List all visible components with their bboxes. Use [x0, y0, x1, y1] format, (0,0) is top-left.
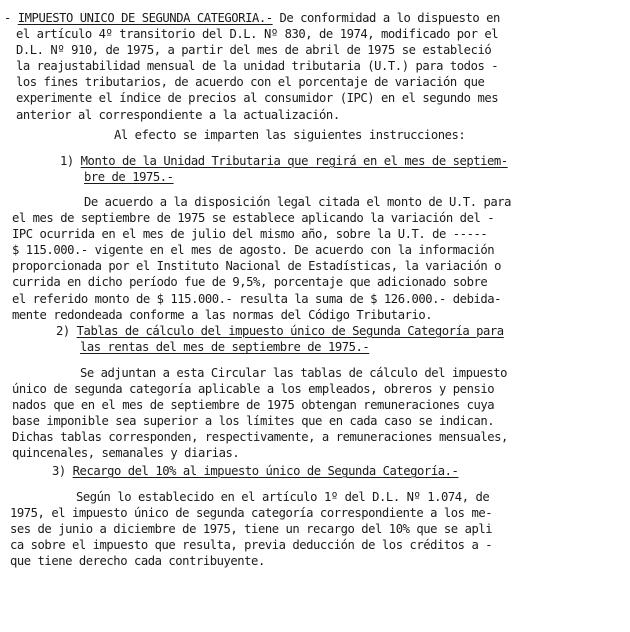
- section-2-number: 2): [56, 324, 70, 338]
- intro-paragraph: [0, 10, 630, 123]
- section-1-title-line: Monto de la Unidad Tributaria que regirá en el mes de septiem-: [80, 154, 508, 168]
- section-1-body-line: el referido monto de $ 115.000.- resulta la suma de $ 126.000.- debida-: [12, 291, 502, 306]
- section-2-heading: [0, 323, 630, 355]
- intro-bullet: -: [4, 11, 18, 25]
- section-1-body-line: $ 115.000.- vigente en el mes de agosto. De acuerdo con la información: [12, 243, 495, 258]
- intro-line: D.L. Nº 910, de 1975, a partir del mes de abril de 1975 se estableció: [16, 43, 492, 58]
- section-3-body-line: Según lo establecido en el artículo 1º del D.L. Nº 1.074, de: [76, 490, 490, 504]
- intro-line: experimente el índice de precios al consumidor (IPC) en el segundo mes: [16, 91, 499, 106]
- section-1-heading: [0, 153, 630, 185]
- intro-line: anterior al correspondiente a la actualización.: [16, 107, 340, 122]
- section-2-body-line: nados que en el mes de septiembre de 1975 obtengan remuneraciones cuya: [12, 398, 495, 413]
- section-1-title-line: bre de 1975.-: [84, 170, 174, 185]
- section-3-body-line: ses de junio a diciembre de 1975, tiene un recargo del 10% que se apli: [10, 522, 493, 537]
- instructions-line: Al efecto se imparten las siguientes instrucciones:: [114, 128, 466, 142]
- section-1-number: 1): [60, 154, 74, 168]
- section-2-title-line: las rentas del mes de septiembre de 1975.-: [80, 340, 370, 355]
- section-2-title-line: Tablas de cálculo del impuesto único de Segunda Categoría para: [76, 324, 504, 338]
- section-1-body-line: proporcionada por el Instituto Nacional de Estadísticas, la variación o: [12, 259, 502, 274]
- section-1-body-line: De acuerdo a la disposición legal citada el monto de U.T. para: [84, 195, 512, 209]
- intro-line: el artículo 4º transitorio del D.L. Nº 830, de 1974, modificado por el: [16, 27, 499, 42]
- instructions-paragraph: [0, 127, 630, 143]
- intro-title: IMPUESTO UNICO DE SEGUNDA CATEGORIA.-: [17, 11, 273, 25]
- section-3-heading: [0, 463, 630, 479]
- section-2-body-line: único de segunda categoría aplicable a los empleados, obreros y pensio: [12, 382, 495, 397]
- intro-first-line: [4, 10, 630, 26]
- section-2-body-line: Se adjuntan a esta Circular las tablas de cálculo del impuesto: [80, 366, 508, 380]
- section-2-body-line: Dichas tablas corresponden, respectivamente, a remuneraciones mensuales,: [12, 430, 508, 445]
- section-2-body-line: base imponible sea superior a los límites que en cada caso se indican.: [12, 414, 495, 429]
- section-3-title-line: Recargo del 10% al impuesto único de Segunda Categoría.-: [72, 464, 459, 478]
- section-2-body-line: quincenales, semanales y diarias.: [12, 446, 240, 461]
- section-1-body-line: el mes de septiembre de 1975 se establece aplicando la variación del -: [12, 211, 495, 226]
- section-3-body-line: ca sobre el impuesto que resulta, previa deducción de los créditos a -: [10, 538, 493, 553]
- section-1-body-line: currida en dicho período fue de 9,5%, porcentaje que adicionado sobre: [12, 275, 488, 290]
- section-1-body-line: mente redondeada conforme a las normas del Código Tributario.: [12, 307, 433, 322]
- section-3-body-line: que tiene derecho cada contribuyente.: [10, 554, 265, 569]
- intro-line: la reajustabilidad mensual de la unidad tributaria (U.T.) para todos -: [16, 59, 499, 74]
- section-1-body-line: IPC ocurrida en el mes de julio del mismo año, sobre la U.T. de -----: [12, 227, 488, 242]
- intro-first-line-rest: De conformidad a lo dispuesto en: [272, 11, 500, 25]
- section-3-body-line: 1975, el impuesto único de segunda categoría correspondiente a los me-: [10, 506, 493, 521]
- section-3-body: [0, 489, 630, 569]
- intro-line: los fines tributarios, de acuerdo con el porcentaje de variación que: [16, 75, 485, 90]
- section-1-body: [0, 194, 630, 323]
- section-2-body: [0, 365, 630, 462]
- section-3-number: 3): [52, 464, 66, 478]
